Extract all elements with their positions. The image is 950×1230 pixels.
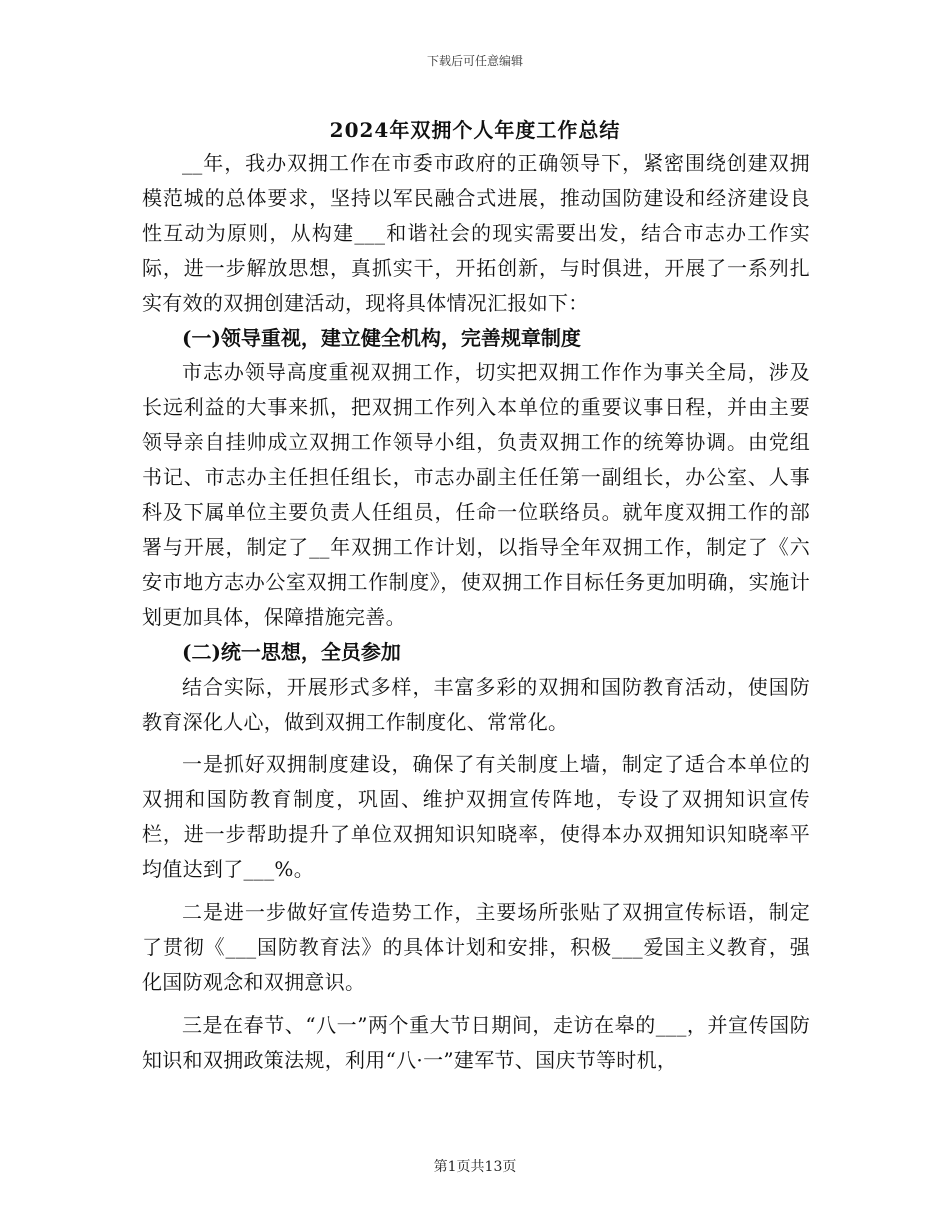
paragraph-section-2: 结合实际，开展形式多样，丰富多彩的双拥和国防教育活动，使国防教育深化人心，做到双拥工作制度化、常常化。 [142,674,810,734]
page-footer: 第1页共13页 [433,1159,517,1175]
paragraph-intro: __年，我办双拥工作在市委市政府的正确领导下，紧密围绕创建双拥模范城的总体要求，坚持以军民融合式进展，推动国防建设和经济建设良性互动为原则，从构建___和谐社会的现实需要出发，结合市志办工作实际，进一步解放思想，真抓实干，开拓创新，与时俱进，开展了一系列扎实有效的双拥创建活动，现将具体情况汇报如下： [142,151,810,315]
paragraph-item-2: 二是进一步做好宣传造势工作，主要场所张贴了双拥宣传标语，制定了贯彻《___国防教育法》的具体计划和安排，积极___爱国主义教育，强化国防观念和双拥意识。 [142,900,810,994]
paragraph-section-1: 市志办领导高度重视双拥工作，切实把双拥工作作为事关全局，涉及长远利益的大事来抓，把双拥工作列入本单位的重要议事日程，并由主要领导亲自挂帅成立双拥工作领导小组，负责双拥工作的统筹协调。由党组书记、市志办主任担任组长，市志办副主任任第一副组长，办公室、人事科及下属单位主要负责人任组员，任命一位联络员。就年度双拥工作的部署与开展，制定了__年双拥工作计划，以指导全年双拥工作，制定了《六安市地方志办公室双拥工作制度》，使双拥工作目标任务更加明确，实施计划更加具体，保障措施完善。 [142,360,810,629]
header-note: 下载后可任意编辑 [426,54,523,68]
document-title: 2024年双拥个人年度工作总结 [329,118,621,142]
paragraph-item-3: 三是在春节、“八一”两个重大节日期间，走访在皋的___，并宣传国防知识和双拥政策法规，利用“八·一”建军节、国庆节等时机， [142,1012,810,1072]
section-heading-2: (二)统一思想，全员参加 [182,639,401,664]
section-heading-1: (一)领导重视，建立健全机构，完善规章制度 [182,325,581,350]
paragraph-item-1: 一是抓好双拥制度建设，确保了有关制度上墙，制定了适合本单位的双拥和国防教育制度，巩固、维护双拥宣传阵地，专设了双拥知识宣传栏，进一步帮助提升了单位双拥知识知晓率，使得本办双拥知识知晓率平均值达到了___%。 [142,752,810,882]
document-body [142,146,810,1078]
